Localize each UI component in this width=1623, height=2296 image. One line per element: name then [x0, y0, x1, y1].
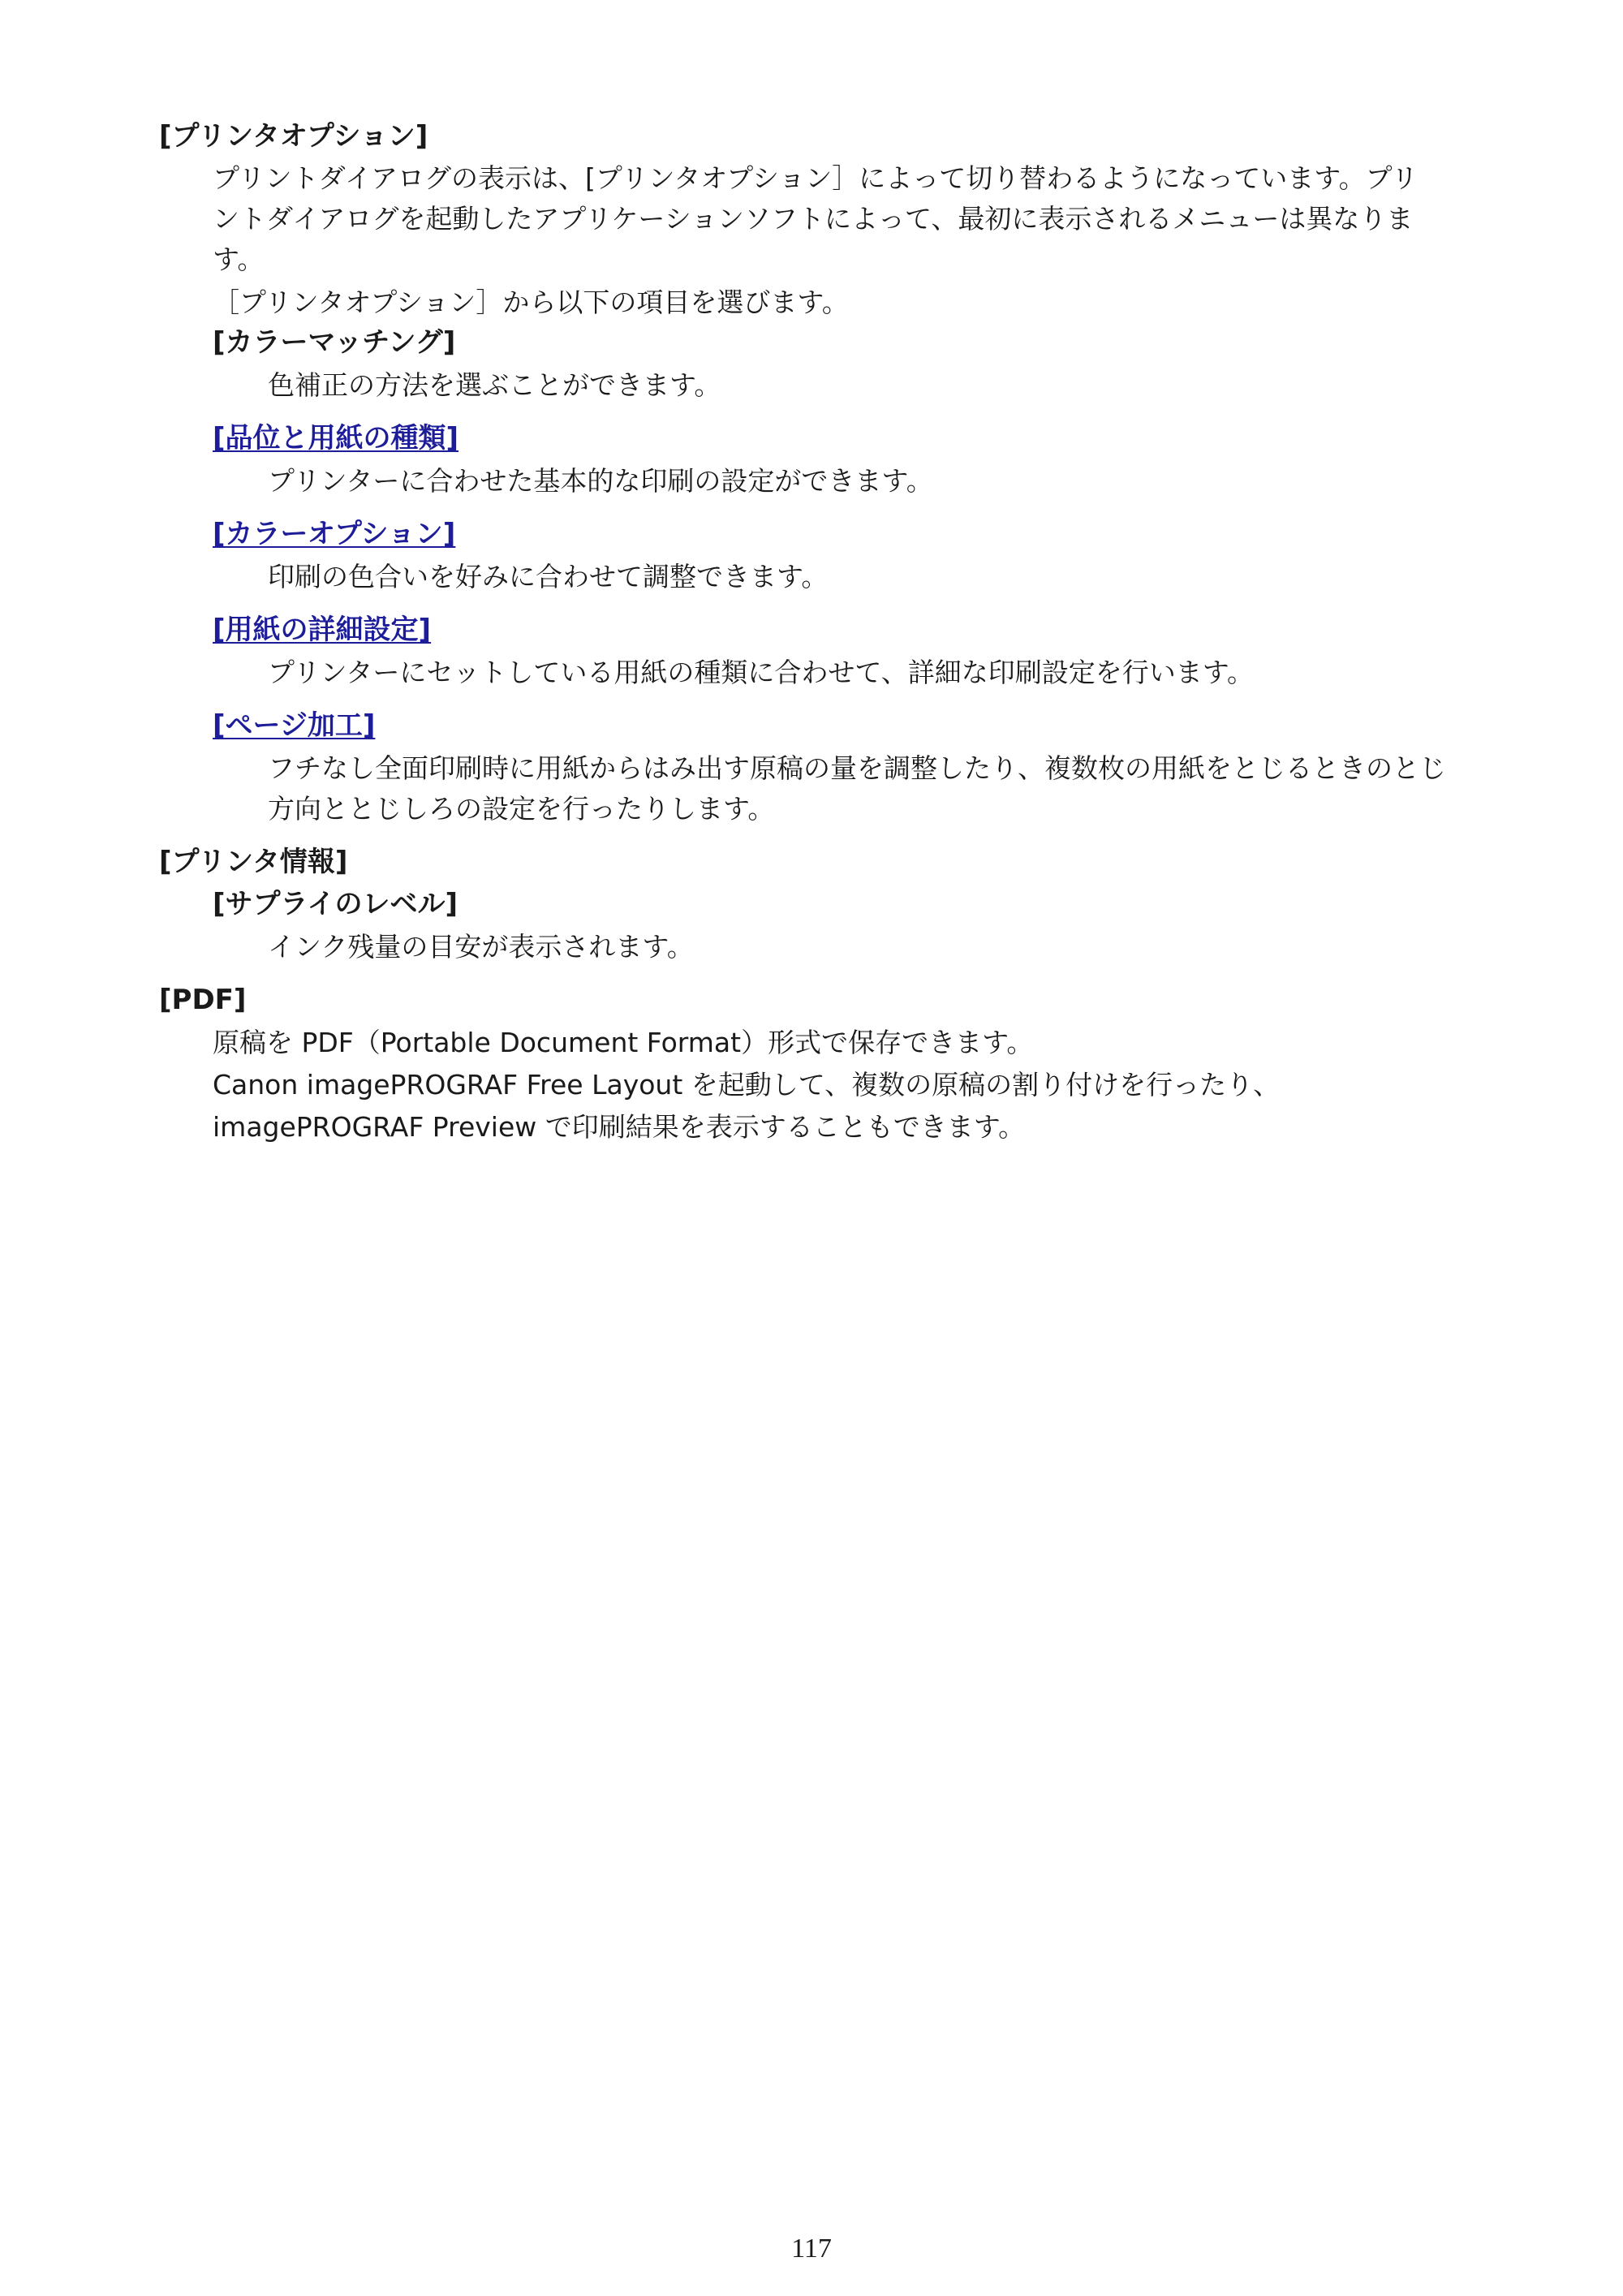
printer-options-desc-line-4: ［プリンタオプション］から以下の項目を選びます。 — [213, 286, 849, 318]
color-matching-desc: 色補正の方法を選ぶことができます。 — [268, 369, 721, 401]
section-heading-printer-info: [プリンタ情報] — [159, 846, 348, 878]
link-color-options[interactable]: [カラーオプション] — [213, 518, 456, 550]
subheading-color-matching: [カラーマッチング] — [213, 326, 456, 359]
section-heading-printer-options: [プリンタオプション] — [159, 120, 428, 153]
link-media-detailed-settings[interactable]: [用紙の詳細設定] — [213, 614, 432, 646]
printer-options-desc-line-3: す。 — [213, 243, 265, 275]
section-heading-pdf: [PDF] — [159, 984, 247, 1016]
pdf-desc-line-1: 原稿を PDF（Portable Document Format）形式で保存できます。 — [213, 1027, 1034, 1058]
link-quality-and-media[interactable]: [品位と用紙の種類] — [213, 422, 459, 454]
page-number: 117 — [791, 2234, 832, 2264]
media-detailed-settings-desc: プリンターにセットしている用紙の種類に合わせて、詳細な印刷設定を行います。 — [268, 657, 1255, 688]
pdf-desc-line-2: Canon imagePROGRAF Free Layout を起動して、複数の原稿の割り付けを行ったり、 — [213, 1069, 1281, 1101]
printer-options-desc-line-1: プリントダイアログの表示は、[プリンタオプション］によって切り替わるようになっています。プリ — [213, 162, 1419, 194]
quality-and-media-desc: プリンターに合わせた基本的な印刷の設定ができます。 — [268, 465, 933, 497]
link-page-processing[interactable]: [ページ加工] — [213, 709, 376, 742]
page-processing-desc-line-2: 方向ととじしろの設定を行ったりします。 — [268, 793, 775, 825]
supply-levels-desc: インク残量の目安が表示されます。 — [268, 931, 694, 963]
printer-options-desc-line-2: ントダイアログを起動したアプリケーションソフトによって、最初に表示されるメニューは異なりま — [213, 203, 1414, 235]
page-processing-desc-line-1: フチなし全面印刷時に用紙からはみ出す原稿の量を調整したり、複数枚の用紙をとじるときのとじ — [268, 752, 1446, 784]
subheading-supply-levels: [サプライのレベル] — [213, 888, 458, 920]
pdf-desc-line-3: imagePROGRAF Preview で印刷結果を表示することもできます。 — [213, 1111, 1026, 1143]
color-options-desc: 印刷の色合いを好みに合わせて調整できます。 — [268, 561, 829, 592]
